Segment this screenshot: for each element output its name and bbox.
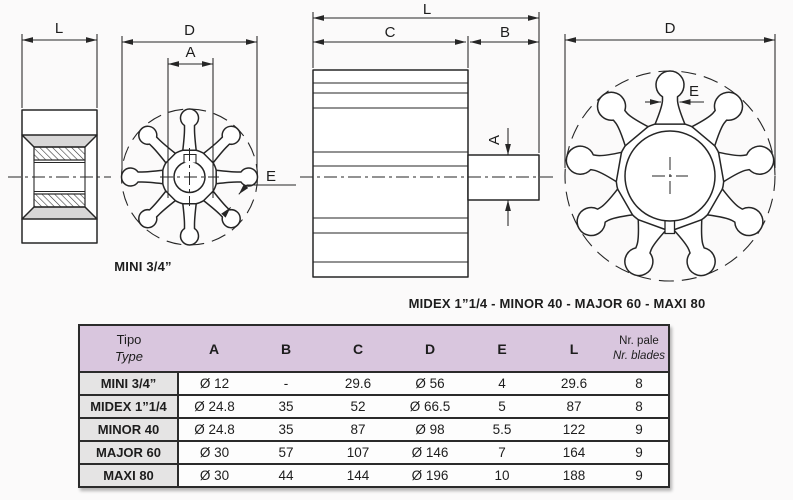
cell-value: Ø 30 bbox=[178, 464, 250, 487]
impeller-blade bbox=[620, 220, 666, 280]
blades-label-it: Nr. pale bbox=[619, 335, 659, 348]
cell-value: 188 bbox=[538, 464, 610, 487]
mini-caption: MINI 3/4” bbox=[114, 259, 172, 274]
mini-side-view bbox=[8, 20, 111, 243]
type-label-it: Tipo bbox=[116, 332, 142, 348]
table-row bbox=[79, 372, 669, 395]
impeller-blade bbox=[135, 190, 177, 232]
impeller-blade bbox=[719, 143, 776, 182]
col-header-B: B bbox=[250, 325, 322, 372]
cell-value: Ø 24.8 bbox=[178, 418, 250, 441]
col-header-E: E bbox=[466, 325, 538, 372]
impeller-blade bbox=[674, 220, 720, 280]
col-header-A: A bbox=[178, 325, 250, 372]
cell-value: 29.6 bbox=[538, 372, 610, 395]
col-header-blades bbox=[610, 325, 669, 372]
mini-front-view bbox=[122, 22, 297, 245]
chamfer-top bbox=[22, 135, 97, 147]
cell-value: 87 bbox=[538, 395, 610, 418]
cell-value: 9 bbox=[610, 464, 669, 487]
cell-value: Ø 196 bbox=[394, 464, 466, 487]
hub-hatch-bottom bbox=[34, 194, 85, 207]
cell-value: 35 bbox=[250, 418, 322, 441]
cell-value: - bbox=[250, 372, 322, 395]
cell-value: Ø 146 bbox=[394, 441, 466, 464]
dim-label-A: A bbox=[486, 134, 503, 146]
dimensions-table bbox=[78, 324, 670, 488]
table-row bbox=[79, 418, 669, 441]
cell-value: 164 bbox=[538, 441, 610, 464]
dim-label-E: E bbox=[265, 168, 277, 185]
cell-value: 144 bbox=[322, 464, 394, 487]
row-type-label: MIDEX 1”1/4 bbox=[79, 395, 178, 418]
col-header-type bbox=[79, 325, 178, 372]
col-header-L: L bbox=[538, 325, 610, 372]
cell-value: 87 bbox=[322, 418, 394, 441]
cell-value: Ø 24.8 bbox=[178, 395, 250, 418]
dim-label-L: L bbox=[422, 1, 432, 18]
row-type-label: MAXI 80 bbox=[79, 464, 178, 487]
cell-value: Ø 12 bbox=[178, 372, 250, 395]
cell-value: 8 bbox=[610, 372, 669, 395]
cell-value: 7 bbox=[466, 441, 538, 464]
dim-label-C: C bbox=[384, 24, 396, 41]
row-type-label: MINOR 40 bbox=[79, 418, 178, 441]
impeller-blade bbox=[202, 123, 244, 165]
cell-value: 9 bbox=[610, 418, 669, 441]
dim-label-D: D bbox=[664, 20, 676, 37]
impeller-blade bbox=[181, 204, 199, 245]
cell-value: 9 bbox=[610, 441, 669, 464]
hub-hatch-top bbox=[34, 147, 85, 160]
impeller-blade bbox=[655, 71, 685, 124]
impeller-blade bbox=[564, 143, 621, 182]
hub-split-slot bbox=[665, 220, 675, 234]
dim-label-E: E bbox=[688, 83, 700, 100]
cell-value: Ø 56 bbox=[394, 372, 466, 395]
dim-label-A: A bbox=[185, 44, 196, 61]
dim-label-D: D bbox=[184, 22, 195, 39]
impeller-blade bbox=[202, 190, 244, 232]
row-type-label: MINI 3/4” bbox=[79, 372, 178, 395]
cell-value: Ø 30 bbox=[178, 441, 250, 464]
col-header-C: C bbox=[322, 325, 394, 372]
cell-value: Ø 98 bbox=[394, 418, 466, 441]
dim-label-B: B bbox=[499, 24, 511, 41]
cell-value: 35 bbox=[250, 395, 322, 418]
table-row bbox=[79, 395, 669, 418]
col-header-D: D bbox=[394, 325, 466, 372]
large-front-view bbox=[564, 20, 776, 281]
impeller-blade bbox=[135, 123, 177, 165]
chamfer-bottom bbox=[22, 207, 97, 219]
cell-value: 10 bbox=[466, 464, 538, 487]
row-type-label: MAJOR 60 bbox=[79, 441, 178, 464]
cell-value: 107 bbox=[322, 441, 394, 464]
impeller-blade bbox=[122, 168, 163, 186]
blades-label-en: Nr. blades bbox=[613, 349, 665, 362]
cell-value: 8 bbox=[610, 395, 669, 418]
table-row bbox=[79, 464, 669, 487]
large-side-view bbox=[300, 1, 556, 277]
cell-value: 4 bbox=[466, 372, 538, 395]
cell-value: Ø 66.5 bbox=[394, 395, 466, 418]
impeller-blade bbox=[216, 168, 257, 186]
dim-label-L: L bbox=[54, 20, 64, 37]
cell-value: 44 bbox=[250, 464, 322, 487]
table-row bbox=[79, 441, 669, 464]
cell-value: 29.6 bbox=[322, 372, 394, 395]
cell-value: 122 bbox=[538, 418, 610, 441]
cell-value: 52 bbox=[322, 395, 394, 418]
cell-value: 5.5 bbox=[466, 418, 538, 441]
large-models-caption: MIDEX 1”1/4 - MINOR 40 - MAJOR 60 - MAXI 80 bbox=[408, 296, 706, 311]
cell-value: 5 bbox=[466, 395, 538, 418]
table-header-row bbox=[79, 325, 669, 372]
type-label-en: Type bbox=[115, 348, 143, 364]
impeller-blade bbox=[181, 109, 199, 150]
cell-value: 57 bbox=[250, 441, 322, 464]
